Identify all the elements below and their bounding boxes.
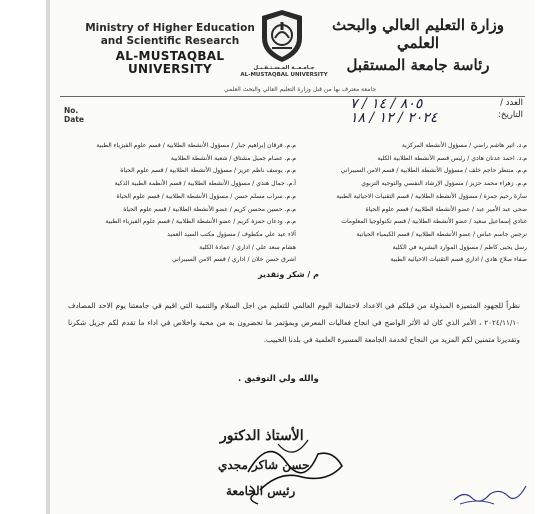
handwritten-mark-icon bbox=[246, 482, 264, 506]
reference-number-label-en: No. bbox=[64, 106, 79, 115]
recipient-line: م.م. زهراء محمد حزيز / مسؤول الإرشاد النفسي والتوجيه التربوي bbox=[361, 180, 527, 188]
recipient-line: ضحى عبد الأمير عبد / عضو الأنشطة الطلابية / قسم علوم الحياة bbox=[365, 205, 527, 213]
reference-date-value: ٢٠٢٤ / ١٢ / ١٨ bbox=[350, 110, 438, 126]
recipient-line: م.م. يوسف ناظم عزيز / مسؤول الأنشطة الطلابية / قسم علوم الحياة bbox=[120, 167, 296, 175]
signatory-title: الأستاذ الدكتور bbox=[220, 428, 304, 444]
header-arabic bbox=[323, 16, 513, 74]
viewer-right-margin bbox=[535, 0, 557, 514]
recipients-right-column bbox=[292, 140, 527, 267]
handwritten-note-icon bbox=[450, 478, 530, 508]
recipient-line: نرجس جاسم عباس / عضو الأنشطة الطلابية / قسم الكيمياء الحياتية bbox=[356, 230, 527, 238]
reference-date-label-ar: التاريخ: bbox=[498, 110, 523, 120]
signatory-name: حسن شاكر مجدي bbox=[218, 458, 310, 472]
recipient-line: م.م. فرقان إبراهيم جبار / مسؤول الأنشطة الطلابية / قسم علوم الفيزياء الطبية bbox=[96, 142, 296, 149]
recipient-line: م.م. ودعان حمزة كريم / عضو الأنشطة الطلابية / قسم علوم الفيزياء الطبية bbox=[105, 218, 296, 226]
ministry-name-ar: وزارة التعليم العالي والبحث العلمي bbox=[332, 16, 504, 52]
recipients-left-column bbox=[56, 140, 296, 267]
viewer-left-margin bbox=[0, 0, 46, 514]
signatory-role: رئيس الجامعة bbox=[226, 484, 296, 498]
recipient-line: صفاء صلاح هادي / اداري قسم التقنيات الاحيائية الطبية bbox=[390, 256, 527, 264]
header-divider bbox=[60, 96, 525, 97]
reference-number-value: ٨٠٥ / ١٤ / ٧ bbox=[350, 96, 423, 112]
letter-closing: والله ولي التوفيق . bbox=[238, 374, 319, 384]
recipient-line: م.م. عصام جميل مشتاق / شعبة الأنشطة الطلابية bbox=[170, 154, 296, 162]
letter-body: نظراً للجهود المتميزة المبذولة من قبلكم في الاعداد لاحتفالية اليوم العالمي للتعليم من اجل السلام والتنمية التي اقيم في جامعتنا يوم الاحد المصادف ٢٠٢٤/١١/١٠ ، الأمر الذي كان له الأثر الواضح في انجاح فعاليات المعرض وبمؤتمر ما تحضرون به من محبة واخلاص في اداء ما تقدم لكم جزيل شكرنا وتقديرنا متمنين لكم المزيد من النجاح لخدمة الجامعة المسيرة العلمية في بلدنا الحبيب. bbox=[68, 301, 520, 344]
university-name-en: AL-MUSTAQBAL UNIVERSITY bbox=[115, 49, 225, 76]
recipient-line: سارة رحيم حمزة / مسؤول الأنشطة الطلابية / قسم التقنيات الاحيائية الطبية bbox=[336, 192, 527, 200]
ministry-name-en-2: and Scientific Research bbox=[100, 35, 240, 47]
document-page bbox=[50, 0, 535, 514]
letter-subject: م / شكر وتقدير bbox=[258, 270, 319, 279]
university-seal-icon bbox=[256, 8, 308, 64]
recipient-line: م.م. حسين محسن كريم / عضو الأنشطة الطلابية / قسم علوم الحياة bbox=[123, 205, 296, 213]
header-english bbox=[80, 22, 260, 76]
recipient-line: م.د. احمد عدنان هادي / رئيس قسم الأنشطة الطلابية الكلية bbox=[377, 154, 527, 162]
recipient-line: م.م. منتظر حاجم خلف / مسؤول الأنشطة الطلابية / قسم الامن السيبراني bbox=[340, 167, 527, 175]
recipient-line: هشام سعد علي / اداري / عمادة الكلية bbox=[199, 243, 296, 251]
recipient-line: رسل يحيى كاظم / مسؤول الموارد البشرية في الكلية bbox=[392, 243, 527, 251]
ministry-name-en: Ministry of Higher Education bbox=[85, 22, 255, 34]
seal-caption bbox=[238, 65, 330, 79]
recipient-line: أ.م. جمال هندي / مسؤول الأنشطة الطلابية / قسم الأنظمة الطبية الذكية bbox=[114, 180, 296, 188]
reference-date-label-en: Date bbox=[64, 115, 84, 124]
recipient-line: غنادي إسماعيل سعيد / عضو الأنشطة الطلابية / قسم تكنولوجيا المعلومات bbox=[341, 218, 527, 226]
reference-number-label-ar: العدد / bbox=[500, 98, 523, 108]
university-presidency-ar: رئاسة جامعة المستقبل bbox=[346, 56, 490, 74]
seal-caption-ar: جـامـعــة المـسـتـقـبـل bbox=[253, 65, 315, 71]
recipient-line: اشرق حسن خلان / اداري / قسم الامن السيبراني bbox=[172, 256, 296, 264]
accreditation-line: جامعة معترف بها من قبل وزارة التعليم العالي والبحث العلمي bbox=[223, 86, 377, 93]
recipient-line: م.م. سراب مسلم حسن / مسؤول الأنشطة الطلابية / قسم علوم الحياة bbox=[116, 192, 296, 200]
recipient-line: م.د. اثير هاشم راضي / مسؤول الأنشطة المركزية bbox=[401, 142, 527, 149]
recipient-line: آلاء عبد علي مكطوف / مسؤول مكتب السيد العميد bbox=[167, 230, 296, 238]
seal-caption-en: AL-MUSTAQBAL UNIVERSITY bbox=[240, 72, 328, 78]
